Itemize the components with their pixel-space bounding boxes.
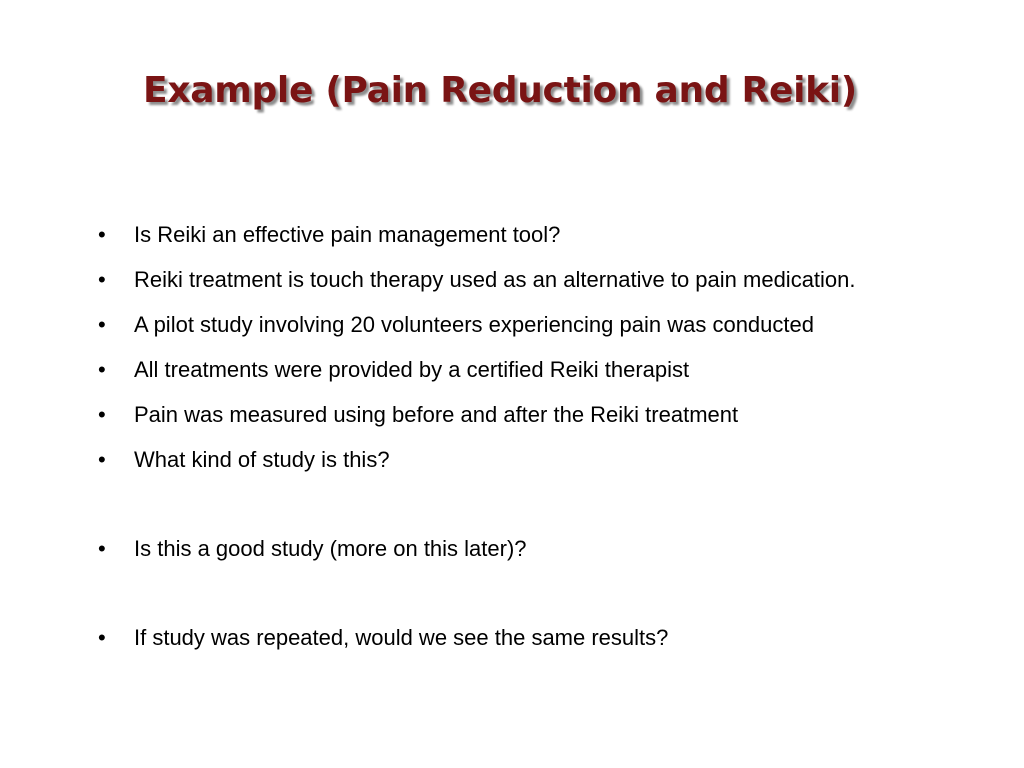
slide-title: Example (Pain Reduction and Reiki) [143, 70, 857, 111]
bullet-text: Pain was measured using before and after the Reiki treatment [134, 402, 739, 427]
bullet-item [98, 265, 978, 295]
bullet-dot-icon: • [98, 402, 106, 427]
bullet-list [98, 220, 978, 668]
bullet-dot-icon: • [98, 222, 106, 247]
bullet-item [98, 623, 978, 653]
bullet-item [98, 534, 978, 564]
bullet-text: Is this a good study (more on this later)? [134, 536, 527, 561]
bullet-item [98, 355, 978, 385]
bullet-dot-icon: • [98, 447, 106, 472]
bullet-text: Is Reiki an effective pain management tool? [134, 222, 561, 247]
bullet-text: Reiki treatment is touch therapy used as an alternative to pain medication. [134, 267, 856, 292]
bullet-dot-icon: • [98, 312, 106, 337]
bullet-text: If study was repeated, would we see the same results? [134, 625, 669, 650]
bullet-item [98, 220, 978, 250]
bullet-dot-icon: • [98, 625, 106, 650]
bullet-item [98, 400, 978, 430]
bullet-item [98, 310, 978, 340]
bullet-text: All treatments were provided by a certified Reiki therapist [134, 357, 690, 382]
bullet-item [98, 445, 978, 475]
bullet-text: A pilot study involving 20 volunteers experiencing pain was conducted [134, 312, 814, 337]
bullet-dot-icon: • [98, 357, 106, 382]
bullet-dot-icon: • [98, 267, 106, 292]
bullet-dot-icon: • [98, 536, 106, 561]
bullet-text: What kind of study is this? [134, 447, 390, 472]
